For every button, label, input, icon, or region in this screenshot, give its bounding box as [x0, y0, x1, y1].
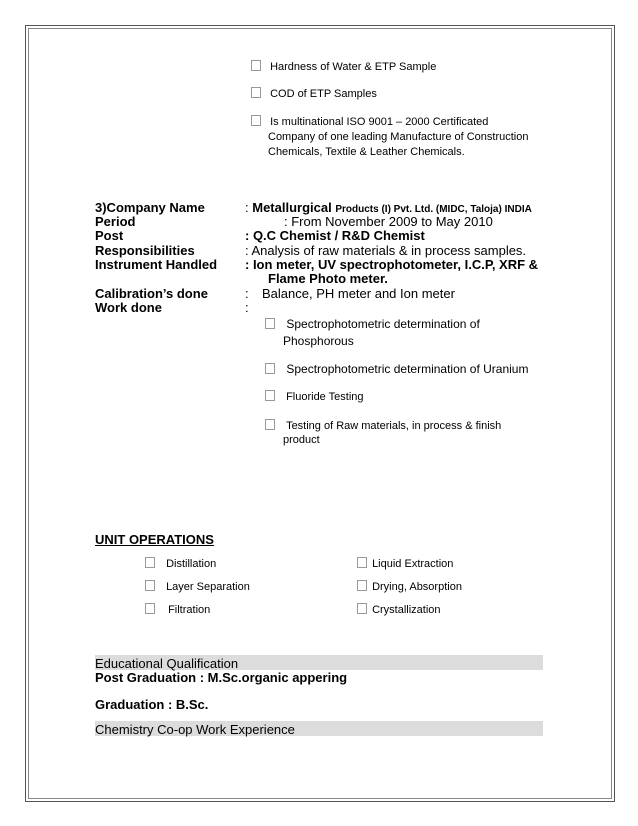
- list-item: [251, 87, 377, 101]
- work-item-text-continued: product: [283, 434, 320, 446]
- bullet-icon: [145, 580, 155, 591]
- label-calibration: Calibration’s done: [95, 286, 208, 301]
- bullet-icon: [145, 603, 155, 614]
- label-post: Post: [95, 228, 124, 243]
- operation-text: Liquid Extraction: [372, 558, 454, 570]
- instruments-value-continued: Flame Photo meter.: [268, 271, 388, 286]
- operation-text: Layer Separation: [166, 581, 250, 593]
- bullet-icon: [357, 557, 367, 568]
- company-name-value: : Metallurgical Products (I) Pvt. Ltd. (MIDC, Taloja) INDIA: [245, 200, 532, 215]
- list-item: [357, 603, 441, 617]
- bullet-text-continued: Company of one leading Manufacture of Construction: [268, 131, 529, 143]
- list-item: [265, 362, 528, 377]
- list-item: [145, 557, 216, 571]
- responsibilities-value: : Analysis of raw materials & in process samples.: [245, 243, 527, 258]
- post-graduation: Post Graduation : M.Sc.organic appering: [95, 670, 348, 685]
- bullet-icon: [145, 557, 155, 568]
- work-item-text: Spectrophotometric determination of Uranium: [286, 362, 529, 376]
- operation-text: Filtration: [168, 604, 211, 616]
- bullet-icon: [265, 363, 275, 374]
- bullet-text: Hardness of Water & ETP Sample: [270, 61, 437, 73]
- label-company-name: 3)Company Name: [95, 200, 205, 215]
- period-value: : From November 2009 to May 2010: [284, 214, 493, 229]
- unit-operations-heading: UNIT OPERATIONS: [95, 532, 214, 547]
- list-item: [265, 419, 501, 433]
- graduation: Graduation : B.Sc.: [95, 697, 209, 712]
- bullet-icon: [251, 60, 261, 71]
- education-heading-bar: [95, 655, 543, 670]
- list-item: [357, 580, 462, 594]
- bullet-icon: [251, 87, 261, 98]
- list-item: [251, 60, 436, 74]
- list-item: [145, 580, 250, 594]
- list-item: [357, 557, 453, 571]
- work-item-text: Testing of Raw materials, in process & finish: [286, 420, 502, 432]
- work-item-text: Spectrophotometric determination of: [286, 317, 480, 331]
- operation-text: Crystallization: [372, 604, 441, 616]
- label-work-done: Work done: [95, 300, 162, 315]
- list-item: [265, 317, 480, 332]
- list-item: [265, 390, 364, 404]
- work-done-colon: :: [245, 300, 249, 315]
- work-experience-heading-bar: [95, 721, 543, 736]
- label-instrument-handled: Instrument Handled: [95, 257, 218, 272]
- bullet-icon: [265, 318, 275, 329]
- bullet-text: COD of ETP Samples: [270, 88, 377, 100]
- work-experience-heading: Chemistry Co-op Work Experience: [95, 722, 295, 737]
- bullet-icon: [265, 419, 275, 430]
- work-item-text-continued: Phosphorous: [283, 334, 354, 348]
- list-item: [145, 603, 210, 617]
- post-value: : Q.C Chemist / R&D Chemist: [245, 228, 425, 243]
- bullet-text: Is multinational ISO 9001 – 2000 Certificated: [270, 116, 489, 128]
- bullet-icon: [357, 603, 367, 614]
- label-responsibilities: Responsibilities: [95, 243, 195, 258]
- work-item-text: Fluoride Testing: [286, 391, 364, 403]
- calibration-colon: :: [245, 286, 249, 301]
- operation-text: Drying, Absorption: [372, 581, 462, 593]
- bullet-icon: [357, 580, 367, 591]
- bullet-text-continued: Chemicals, Textile & Leather Chemicals.: [268, 146, 465, 158]
- operation-text: Distillation: [166, 558, 217, 570]
- bullet-icon: [251, 115, 261, 126]
- education-heading: Educational Qualification: [95, 656, 239, 671]
- list-item: [251, 115, 488, 129]
- bullet-icon: [265, 390, 275, 401]
- label-period: Period: [95, 214, 136, 229]
- calibration-value: Balance, PH meter and Ion meter: [262, 286, 455, 301]
- instruments-value: : Ion meter, UV spectrophotometer, I.C.P, XRF &: [245, 257, 539, 272]
